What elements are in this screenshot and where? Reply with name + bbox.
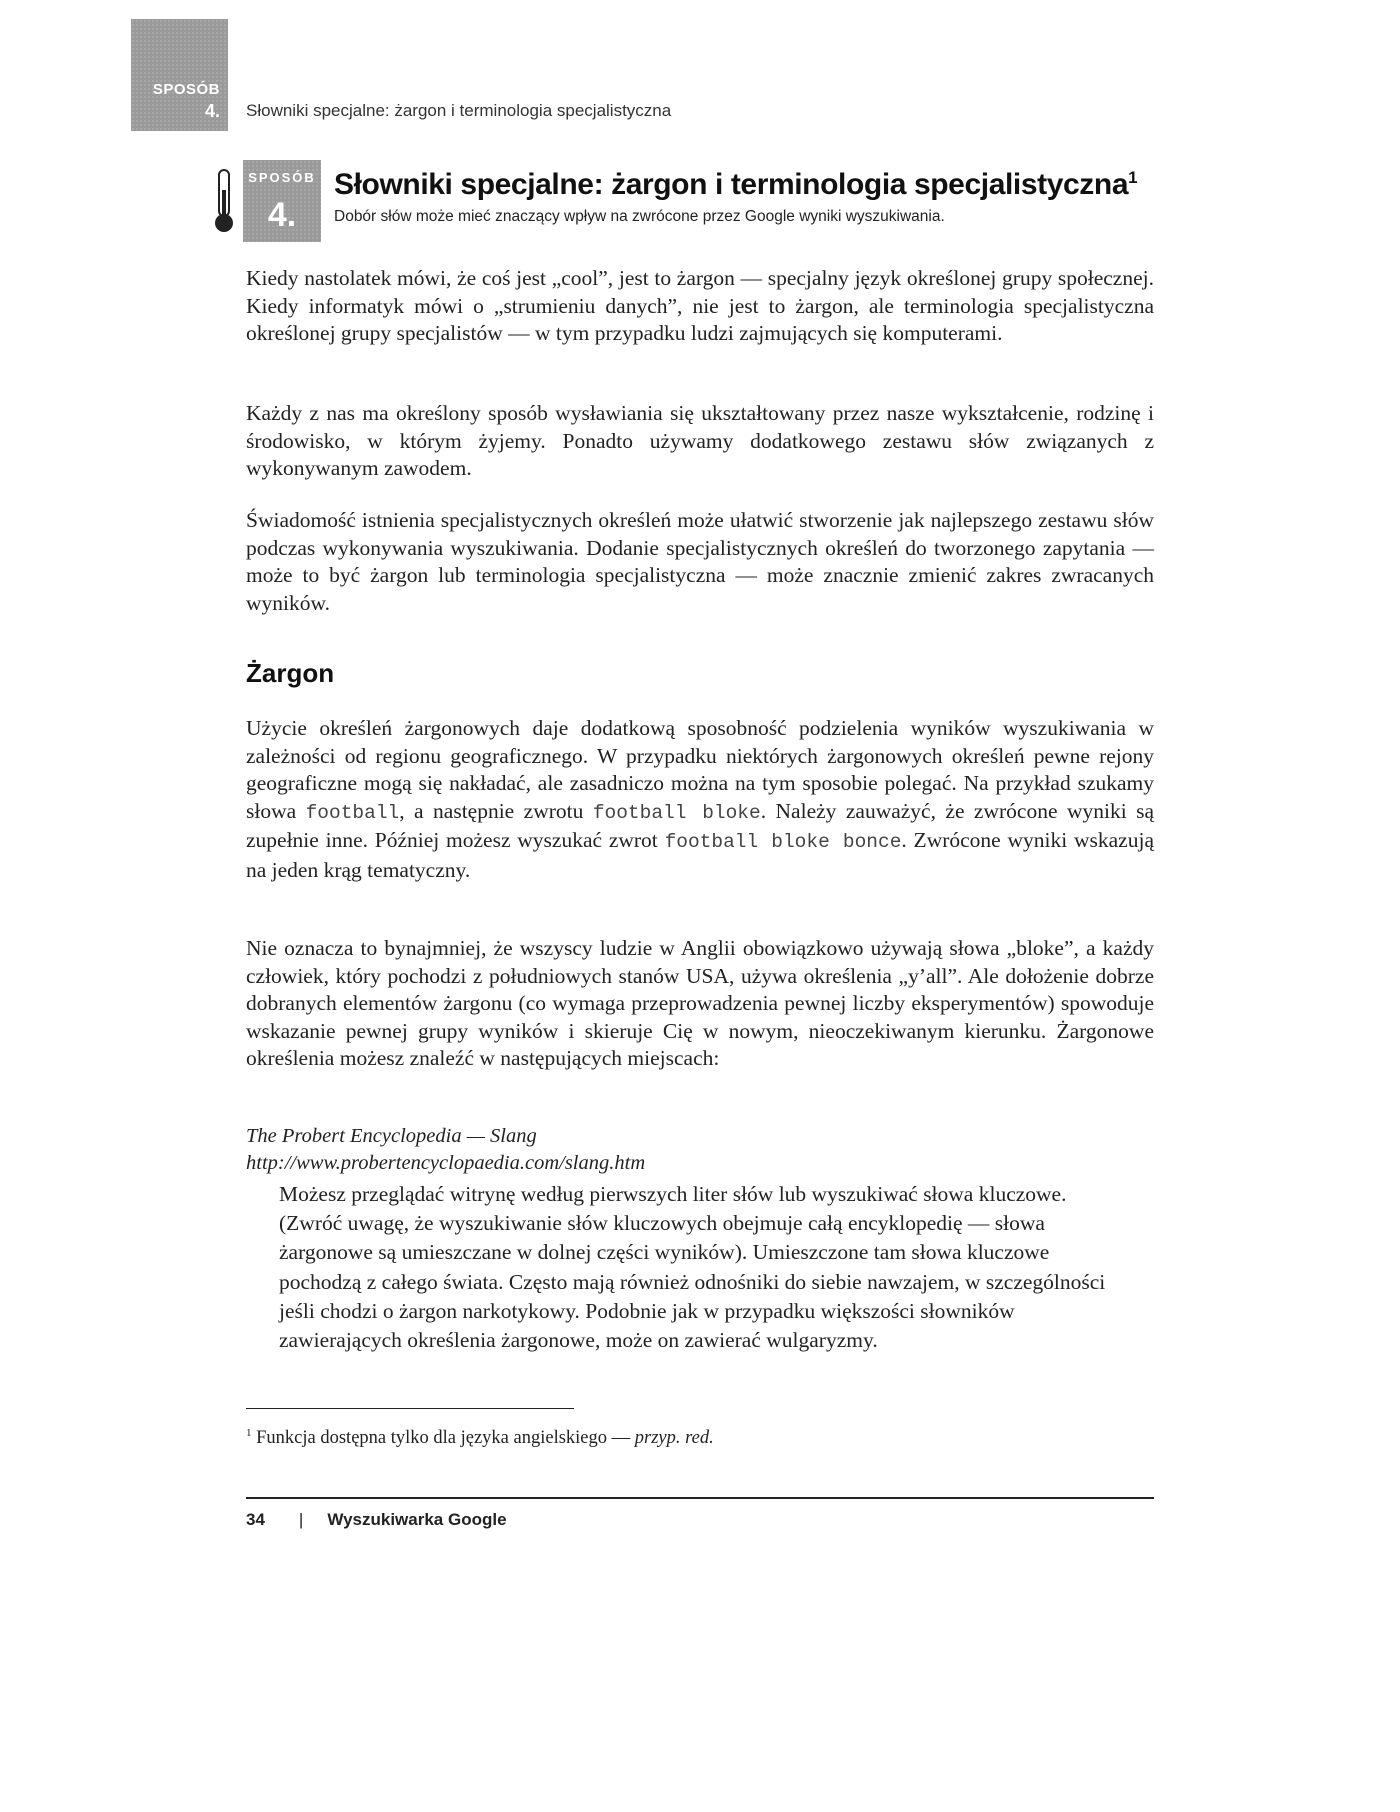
footnote [246, 1427, 714, 1449]
chapter-tab-number: 4. [204, 101, 220, 121]
footer-separator: | [298, 1510, 304, 1529]
code-football-bloke: football bloke [592, 801, 761, 824]
footnote-italic: przyp. red. [634, 1428, 714, 1449]
code-football-bloke-bonce: football bloke bonce [664, 831, 902, 854]
footer-rule [246, 1497, 1154, 1499]
hack-badge-number: 4. [267, 196, 297, 234]
reference-entry [246, 1123, 645, 1177]
hack-badge [243, 160, 321, 242]
reference-description: Możesz przeglądać witrynę według pierwszych liter słów lub wyszukiwać słowa kluczowe. (Zwróć uwagę, że wyszukiwanie słów kluczowych obejmuje całą encyklopedię — słowa żargonowe są umieszczane w dolnej części wyników). Umieszczone tam słowa kluczowe pochodzą z całego świata. Często mają również odnośniki do siebie nawzajem, w szczególności jeśli chodzi o żargon narkotykowy. Podobnie jak w przypadku większości słowników zawierających określenia żargonowe, może on zawierać wulgaryzmy. [279, 1182, 1106, 1353]
paragraph-4-part-b: , a następnie zwrotu [399, 798, 593, 823]
paragraph-4-part-d: . Zwrócone wyniki wskazują na jeden krąg tematyczny. [246, 828, 1154, 882]
page-number: 34 [246, 1510, 265, 1529]
footnote-mark: 1 [246, 1427, 252, 1439]
footnote-rule [246, 1408, 574, 1409]
paragraph-5: Nie oznacza to bynajmniej, że wszyscy ludzie w Anglii obowiązkowo używają słowa „bloke”, a każdy człowiek, który pochodzi z południowych stanów USA, używa określenia „y’all”. Ale dołożenie dobrze dobranych elementów żargonu (co wymaga przeprowadzenia pewnej liczby eksperymentów) spowoduje wskazanie pewnej grupy wyników i skieruje Cię w nowym, nieoczekiwanym kierunku. Żargonowe określenia możesz znaleźć w następujących miejscach: [246, 936, 1154, 1071]
running-head: Słowniki specjalne: żargon i terminologia specjalistyczna [246, 101, 672, 120]
paragraph-4-part-c: . Należy zauważyć, że zwrócone wyniki są zupełnie inne. Później możesz wyszukać zwrot [246, 798, 1155, 853]
hack-title [334, 168, 1137, 202]
hack-title-footnote-mark: 1 [1128, 168, 1138, 187]
reference-url: http://www.probertencyclopaedia.com/slang.htm [246, 1152, 646, 1174]
hack-title-text: Słowniki specjalne: żargon i terminologia specjalistyczna [334, 168, 1129, 201]
paragraph-3: Świadomość istnienia specjalistycznych określeń może ułatwić stworzenie jak najlepszego zestawu słów podczas wykonywania wyszukiwania. Dodanie specjalistycznych określeń do tworzonego zapytania — może to być żargon lub terminologia specjalistyczna — może znacznie zmienić zakres zwracanych wyników. [246, 508, 1154, 615]
chapter-tab-word: SPOSÓB [152, 81, 220, 98]
hack-subtitle: Dobór słów może mieć znaczący wpływ na zwrócone przez Google wyniki wyszukiwania. [334, 208, 945, 225]
book-title: Wyszukiwarka Google [327, 1510, 507, 1529]
paragraph-1: Kiedy nastolatek mówi, że coś jest „cool”, jest to żargon — specjalny język określonej grupy społecznej. Kiedy informatyk mówi o „strumieniu danych”, nie jest to żargon, ale terminologia specjalistyczna określonej grupy specjalistów — w tym przypadku ludzi zajmujących się komputerami. [246, 266, 1154, 346]
thermometer-icon [213, 168, 235, 234]
paragraph-4-part-a: Użycie określeń żargonowych daje dodatkową sposobność podzielenia wyników wyszukiwania w zależności od regionu geograficznego. W przypadku niektórych żargonowych określeń pewne rejony geograficzne mogą się nakładać, ale zasadniczo można na tym sposobie polegać. Na przykład szukamy słowa [246, 716, 1154, 823]
code-football: football [305, 801, 400, 824]
footnote-text: Funkcja dostępna tylko dla języka angielskiego — [251, 1428, 635, 1449]
page-footer [246, 1510, 507, 1530]
section-heading: Żargon [246, 658, 335, 688]
hack-badge-word: SPOSÓB [248, 170, 316, 185]
paragraph-4 [246, 715, 1154, 885]
reference-title: The Probert Encyclopedia — Slang [246, 1125, 537, 1147]
chapter-tab [131, 19, 228, 131]
paragraph-2: Każdy z nas ma określony sposób wysławiania się ukształtowany przez nasze wykształcenie, rodzinę i środowisko, w którym żyjemy. Ponadto używamy dodatkowego zestawu słów związanych z wykonywanym zawodem. [246, 401, 1154, 481]
